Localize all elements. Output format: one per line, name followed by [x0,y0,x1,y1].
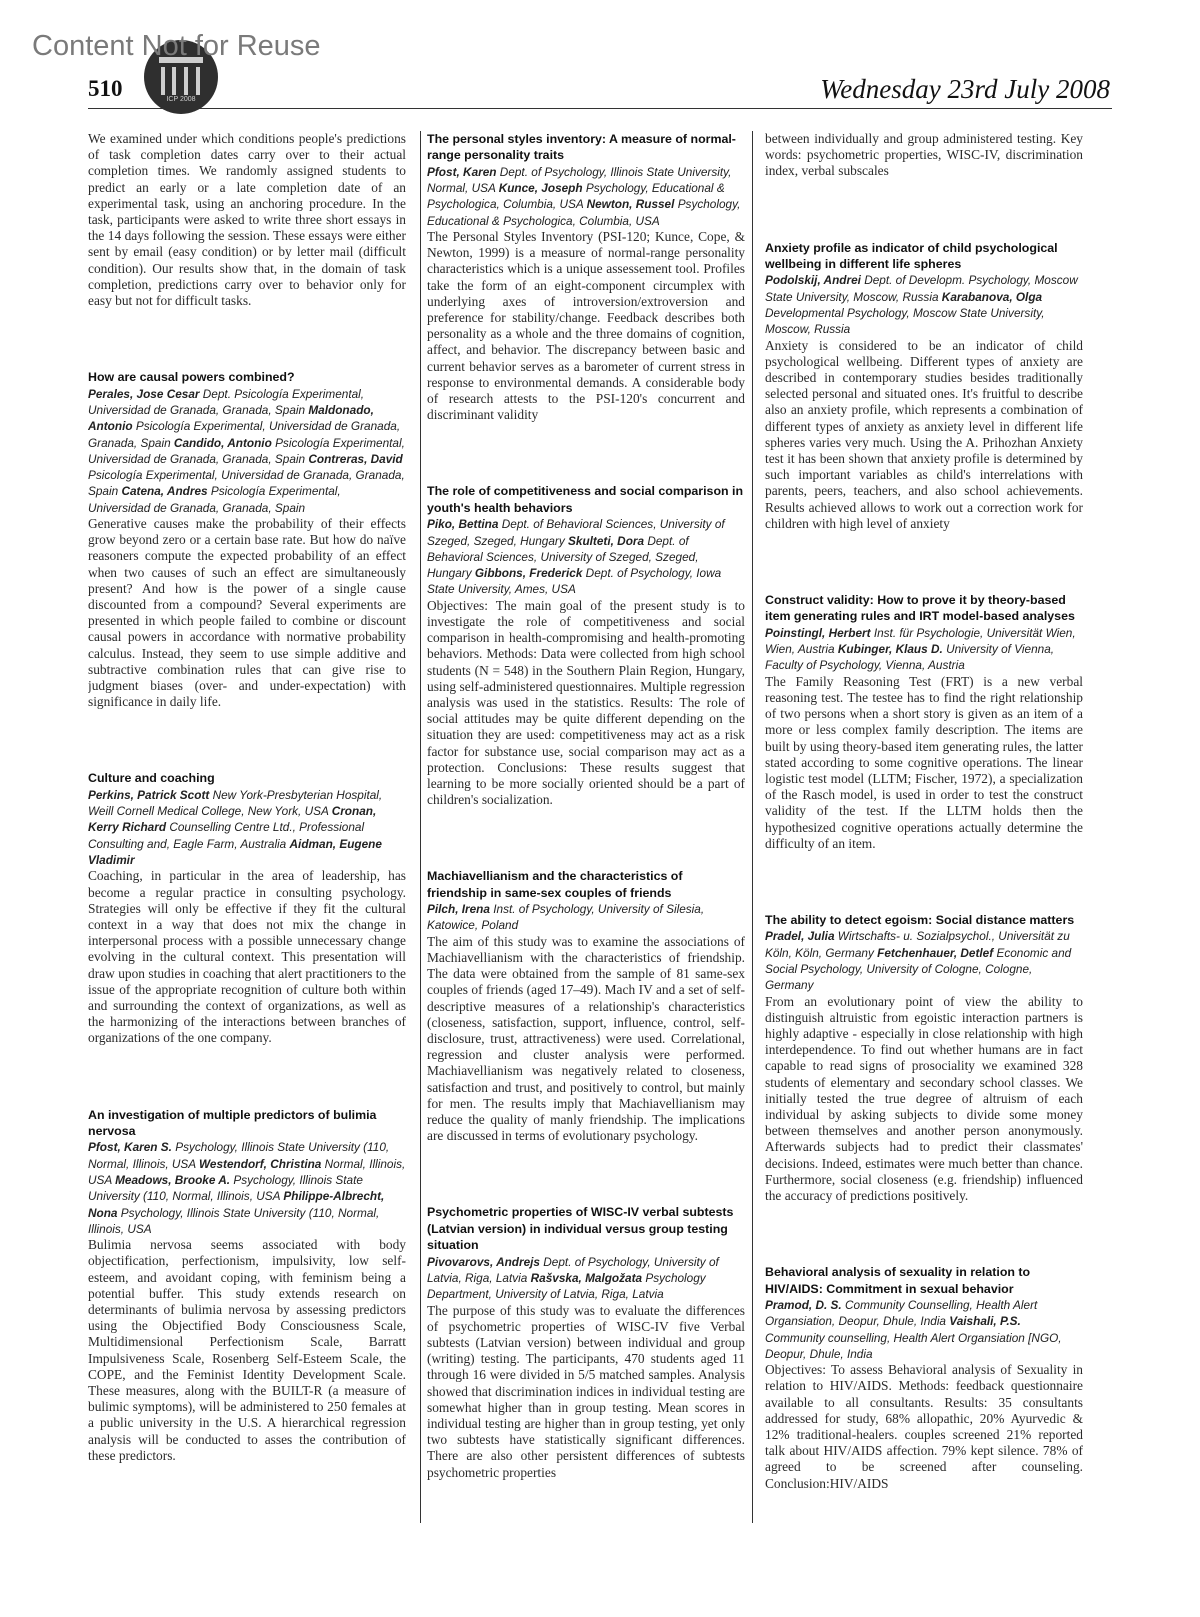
abstract-body: The Personal Styles Inventory (PSI-120; Kunce, Cope, & Newton, 1999) is a measure of normal-range personality characteristics which is a unique assessement tool. Profiles take the form of an eight-component circumplex with underlying axes of introversion/extroversion and preference for stability/change. Feedback describes both personality as a whole and the three domains of cognition, affect, and behavior. The discrepancy between basic and current behavior serves as a barometer of current stress in response to environmental demands. A considerable body of research attests to the PSI-120's concurrent and discriminant validity [427,229,745,423]
author-affiliation: Developmental Psychology, Moscow State University, Moscow, Russia [765,306,1045,337]
author-affiliation: Dept. of Behavioral Sciences, University of Szeged, Szeged, Hungary [427,517,725,548]
abstract [427,131,745,423]
abstract-title: How are causal powers combined? [88,370,295,385]
abstract-title: Machiavellianism and the characteristics of friendship in same-sex couples of friends [427,869,683,900]
author-name: Pfost, Karen S. [88,1140,172,1155]
author-affiliation: Inst. of Psychology, University of Silesia, Katowice, Poland [427,902,705,933]
author-name: Kunce, Joseph [498,181,583,196]
abstract-body: Objectives: The main goal of the present study is to investigate the role of competitiveness and social comparison in health-compromising and health-promoting behaviors. Methods: Data were collected from high school students (N = 548) in the Southern Plain Region, Hungary, using self-administered questionnaires. Multiple regression analysis was used in the statistics. Results: The role of social attitudes may be quite different depending on the situation they are used: competitiveness may act as a risk factor for substance use, social comparison may act as a protection. Conclusions: These results suggest that learning to be more socially oriented should be a part of children's socialization. [427,597,745,808]
header-rule [88,108,1112,109]
author-line [427,901,745,934]
column-divider [420,131,421,1523]
author-affiliation: Psychology, Illinois State University (110, Normal, Illinois, USA [88,1140,390,1171]
column-3 [765,131,1083,1523]
author-affiliation: Psicología Experimental, Universidad de Granada, Granada, Spain [88,419,401,450]
abstract-title: Behavioral analysis of sexuality in relation to HIV/AIDS: Commitment in sexual behavior [765,1265,1031,1296]
author-line [427,1254,745,1303]
author-affiliation: University of Vienna, Faculty of Psychology, Vienna, Austria [765,642,1055,673]
author-affiliation: Psicología Experimental, Universidad de Granada, Granada, Spain [88,468,405,499]
author-name: Karabanova, Olga [941,289,1043,304]
author-affiliation: New York-Presbyterian Hospital, Weill Cornell Medical College, New York, USA [88,787,383,819]
author-line [88,787,406,868]
author-name: Pfost, Karen [427,164,497,179]
abstract-body: Bulimia nervosa seems associated with body objectification, perfectionism, impulsivity, low self-esteem, and avoidant coping, with feminism being a potential buffer. This study extends research on determinants of bulimia nervosa by assessing predictors using the Objectified Body Consciousness Scale, Multidimensional Perfectionism Scale, Barratt Impulsiveness Scale, Rosenberg Self-Esteem Scale, the COPE, and the Feminist Identity Development Scale. These measures, along with the BUILT-R (a measure of bulimic symptoms), will be administered to 250 females at a public university in the U.S. A hierarchical regression analysis will be conducted to asses the contribution of these predictors. [88,1237,406,1463]
abstract-title: Construct validity: How to prove it by theory-based item generating rules and IRT model-based analyses [765,593,1075,624]
abstract-title: The ability to detect egoism: Social distance matters [765,912,1075,927]
abstract-body: between individually and group administered testing. Key words: psychometric properties, WISC-IV, discrimination index, verbal subscales [765,131,1083,179]
abstract-body: We examined under which conditions people's predictions of task completion dates carry over to their actual completion times. We randomly assigned students to predict an early or a late completion date of an experimental task, using an anchoring procedure. In the task, participants were asked to write three short essays in the 14 days following the session. These essays were either sent by email (easy condition) or by letter mail (difficult condition). Our results show that, in the domain of task completion, predictions carry over to behavior only for easy but not for difficult tasks. [88,131,406,309]
author-affiliation: Normal, Illinois, USA [88,1156,406,1187]
author-line [765,1297,1083,1362]
author-affiliation: Dept. of Developm. Psychology, Moscow State University, Moscow, Russia [765,273,1078,304]
abstract-body: The Family Reasoning Test (FRT) is a new verbal reasoning test. The testee has to find the right relationship of two persons when a short story is given as an item of a more or less complex family description. The items are built by using theory-based item generating rules, the latter stated according to some cognitive operations. The linear logistic test model (LLTM; Fischer, 1972), a specialization of the Rasch model, is used in order to test the construct validity of the test. If the LLTM holds then the hypothesized cognitive operations actually determine the difficulty of an item. [765,673,1083,851]
author-affiliation: Psychology, Educational & Psychologica, Columbia, USA [427,197,741,228]
author-line [427,164,745,229]
author-affiliation: Community counselling, Health Alert Organsiation [NGO, Deopur, Dhule, India [765,1330,1062,1361]
abstract [765,912,1083,1204]
abstract [765,131,1083,180]
author-name: Candido, Antonio [173,435,272,450]
author-name: Vaishali, P.S. [949,1314,1021,1329]
column-2 [427,131,745,1523]
author-affiliation: Dept. of Behavioral Sciences, University of Szeged, Szeged, Hungary [427,533,699,581]
author-line [765,272,1083,337]
author-name: Cronan, Kerry Richard [88,804,377,835]
author-name: Rašvska, Malgožata [530,1270,643,1285]
author-name: Perales, Jose Cesar [88,386,200,401]
author-affiliation: Psychology, Illinois State University (110, Normal, Illinois, USA [88,1205,380,1236]
author-name: Catena, Andres [121,484,208,499]
author-affiliation: Psychology, Educational & Psychologica, Columbia, USA [427,181,725,212]
abstract [765,240,1083,532]
author-name: Fetchenhauer, Detlef [877,945,994,960]
abstract-body: Coaching, in particular in the area of leadership, has become a regular practice in consulting psychology. Strategies will only be effective if they fit the cultural context in a way that does not mix the change in interpersonal process with a possible unnecessary change evolving in the cultural context. This presentation will draw upon studies in coaching that alert practitioners to the issue of the appropriate recognition of culture both within and surrounding the context of organizations, as well as the harmonizing of the interactions between branches of organizations of the one company. [88,868,406,1046]
abstract-title: Anxiety profile as indicator of child psychological wellbeing in different life spheres [765,240,1058,272]
author-name: Gibbons, Frederick [474,566,583,581]
column-1 [88,131,406,1523]
author-line [765,625,1083,674]
abstract [765,592,1083,852]
abstract-title: Psychometric properties of WISC-IV verbal subtests (Latvian version) in individual versus group testing situation [427,1205,734,1253]
abstract-title: Culture and coaching [88,771,215,786]
abstract-body: Objectives: To assess Behavioral analysis of Sexuality in relation to HIV/AIDS. Methods: feedback questionnaire available to all consultants. Results: 35 consultants addressed for study, 68% allopathic, 20% Ayurvedic & 12% traditional-healers. couples screened 21% reported talk about HIV/AIDS affection. 79% kept silence. 78% of agreed to be screened after counseling. Conclusion:HIV/AIDS [765,1362,1083,1491]
author-name: Pivovarovs, Andrejs [427,1254,540,1269]
author-name: Kubinger, Klaus D. [837,642,943,657]
author-affiliation: Psicología Experimental, Universidad de Granada, Granada, Spain [88,484,341,515]
author-affiliation: Wirtschafts- u. Sozialpsychol., Universität zu Köln, Köln, Germany [765,929,1070,960]
watermark: Content Not for Reuse [32,30,321,62]
abstract [427,868,745,1144]
author-affiliation: Dept. of Psychology, Illinois State University, Normal, USA [427,164,732,196]
author-affiliation: Community Counselling, Health Alert Organsiation, Deopur, Dhule, India [765,1298,1038,1329]
gate-icon [159,57,203,97]
author-name: Piko, Bettina [427,517,499,532]
abstract [427,483,745,808]
author-name: Philippe-Albrecht, Nona [88,1189,385,1220]
author-name: Westendorf, Christina [199,1156,322,1171]
abstract-body: Anxiety is considered to be an indicator of child psychological wellbeing. Different types of anxiety are described in contemporary studies besides traditionally selected personal and situated ones. It's fruitful to describe also an anxiety profile, which represents a combination of different types of anxiety as anxiety level in different life spheres varies very much. Using the A. Prihozhan Anxiety test it has been shown that anxiety profile is determined by such important variables as child's interrelations with parents, peers, teachers, and also school achievements. Results achieved allows to work out a correction work for children with high level of anxiety [765,337,1083,531]
author-name: Pilch, Irena [427,902,490,917]
column-divider [752,131,753,1523]
abstract [88,1107,406,1464]
author-line [427,516,745,597]
author-affiliation: Dept. of Psychology, University of Latvia, Riga, Latvia [427,1254,719,1285]
abstract-body: The aim of this study was to examine the associations of Machiavellianism with the characteristics of friendship. The data were obtained from the sample of 81 same-sex couples of friends (aged 17–49). Mach IV and a set of self-descriptive measures of a relationship's characteristics (closeness, satisfaction, support, influence, control, self-disclosure, trust, attractiveness) were used. Correlational, regression and cluster analysis were performed. Machiavellianism was negatively related to closeness, satisfaction and trust, and positively to control, but mainly for men. The results imply that Machiavellianism may reduce the quality of manly friendship. The implications are discussed in terms of evolutionary psychology. [427,933,745,1144]
author-line [88,1139,406,1237]
abstract-body: Generative causes make the probability of their effects grow beyond zero or a certain base rate. But how do naïve reasoners compute the expected probability of an effect when two causes of such an effect are simultaneously present? And how is the power of a single cause discounted from a compound? Several experiments are presented in which people failed to combine or discount causal powers in accordance with normative probability calculus. Instead, they seem to use simple additive and subtractive combination rules that can give rise to judgment biases (over- and under-expectation) with significance in daily life. [88,516,406,710]
author-affiliation: Psychology Department, University of Latvia, Riga, Latvia [427,1270,706,1302]
abstract [765,1264,1083,1492]
author-name: Newton, Russel [586,197,675,212]
author-affiliation: Dept. of Psychology, Iowa State University, Ames, USA [427,566,722,597]
abstract-title: The personal styles inventory: A measure of normal-range personality traits [427,132,736,163]
author-name: Pradel, Julia [765,929,835,944]
author-affiliation: Inst. für Psychologie, Universität Wien, Wien, Austria [765,625,1076,657]
abstract [88,131,406,309]
abstract [88,369,406,710]
page-number: 510 [88,76,123,101]
running-head-date: Wednesday 23rd July 2008 [820,74,1110,104]
author-affiliation: Economic and Social Psychology, University of Cologne, Cologne, Germany [765,945,1072,993]
author-name: Maldonado, Antonio [88,402,374,434]
author-line [765,928,1083,993]
author-name: Poinstingl, Herbert [765,625,871,640]
abstract-title: The role of competitiveness and social comparison in youth's health behaviors [427,484,744,515]
logo-caption: ICP 2008 [166,96,196,103]
author-name: Perkins, Patrick Scott [88,787,210,802]
author-name: Skulteti, Dora [568,533,645,548]
author-name: Podolskij, Andrei [765,273,861,288]
abstract-body: The purpose of this study was to evaluate the differences of psychometric properties of WISC-IV five Verbal subtests (Latvian version) between individual and group (writing) testing. The participants, 470 students aged 11 through 16 were divided in 5/5 matched samples. Analysis showed that discrimination indices in individual testing are somewhat higher than in group testing. Mean scores in individual testing are higher than in group testing, yet only two subtests have statistically significant differences. There are also other persistent differences of subtests psychometric properties [427,1302,745,1480]
abstract-body: From an evolutionary point of view the ability to distinguish altruistic from egoistic interaction partners is highly adaptive - especially in close relationship with high interdependence. To find out whether humans are in fact capable to read signs of prosociality we examined 328 students of elementary and secondary school classes. We initially tested the true degree of altruism of each individual by asking subjects to divide some money between themselves and another person anonymously. Afterwards subjects had to predict their classmates' decisions. Indeed, estimates were much better than chance. Furthermore, social closeness (e.g. friendship) influenced the accuracy of predictions positively. [765,993,1083,1204]
author-line [88,386,406,516]
abstract-title: An investigation of multiple predictors of bulimia nervosa [88,1107,377,1138]
author-name: Aidman, Eugene Vladimir [88,836,382,868]
author-affiliation: Psychology, Illinois State University (110, Normal, Illinois, USA [88,1172,363,1204]
abstract [427,1204,745,1480]
author-affiliation: Psicología Experimental, Universidad de Granada, Granada, Spain [88,435,405,466]
author-name: Pramod, D. S. [765,1298,842,1313]
author-name: Contreras, David [308,451,403,466]
author-name: Meadows, Brooke A. [115,1172,231,1187]
author-affiliation: Counselling Centre Ltd., Professional Consulting and, Eagle Farm, Australia [88,820,365,851]
abstract [88,770,406,1046]
author-affiliation: Dept. Psicología Experimental, Universidad de Granada, Granada, Spain [88,386,365,417]
